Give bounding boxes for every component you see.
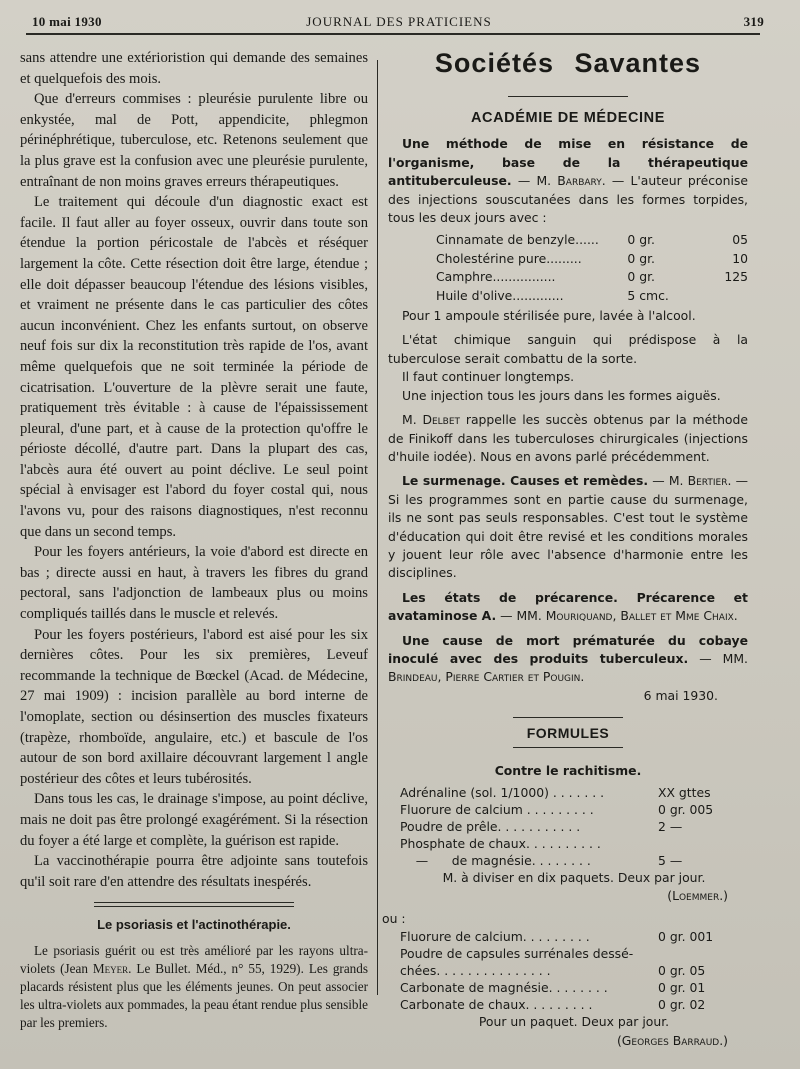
academie-heading: ACADÉMIE DE MÉDECINE <box>470 110 666 126</box>
formules-heading: FORMULES <box>526 725 610 742</box>
paragraph-drainage: Dans tous les cas, le drainage s'impose, au point déclive, mais ne doit pas être prolongé exagérément. Si la résection du foyer a été large et complète, la guérison est rapide. <box>20 791 368 849</box>
paragraph-vaccine: La vaccinothérapie pourra être adjointe sans toutefois qu'il soit rare d'en attendre des résultats inespérés. <box>20 853 368 890</box>
paragraph-intro: sans attendre une extérioristion qui demande des semaines et quelquefois des mois. <box>20 50 368 87</box>
paragraph-errors: Que d'erreurs commises : pleurésie purulente libre ou enkystée, mal de Pott, appendicite, phlegmon périnéphrétique, tuberculose, etc. Retenons seulement que la plus grave est la confusion avec une pleurésie purulente, entraînant de non moins graves erreurs thérapeutiques. <box>20 91 368 190</box>
formula-row <box>400 818 748 835</box>
communication-1-author: Barbary <box>557 173 602 189</box>
communication-1-p2: L'état chimique sanguin qui prédispose à la tuberculose serait combattu de la sorte. <box>388 332 748 366</box>
formula-dose: 0 gr. 02 <box>658 997 706 1013</box>
header-rule <box>26 33 760 35</box>
formula-dose: 2 — <box>658 819 683 834</box>
formula-1-instructions: M. à diviser en dix paquets. Deux par jour. <box>442 870 706 885</box>
psoriasis-text-b: . Le Bullet. Méd., n° 55, 1929). Les grands placards résistent plus que les éléments jeunes. On peut associer les ultra-violets aux pommades, la peau étant rendue plus sensible par les premiers. <box>20 960 368 1030</box>
formula-dose: 0 gr. 01 <box>658 980 706 996</box>
recipe-unit: 0 gr. <box>627 250 655 266</box>
recipe-unit: 0 gr. <box>627 232 655 248</box>
formula-ingredient: Fluorure de calcium. . . . . . . . . <box>400 929 590 945</box>
formula-ingredient: Poudre de prêle. . . . . . . . . . . <box>400 819 581 834</box>
formula-1 <box>400 784 748 906</box>
formula-ingredient: Carbonate de magnésie. . . . . . . . <box>400 980 608 996</box>
or-label: ou : <box>382 910 406 926</box>
session-date: 6 mai 1930. <box>643 687 718 703</box>
journal-title: JOURNAL DES PRATICIENS <box>306 14 492 29</box>
formula-dose <box>658 945 744 962</box>
formula-ingredient: Phosphate de chaux. . . . . . . . . . <box>400 836 601 851</box>
recipe-unit: 5 cmc. <box>627 287 669 303</box>
formula-row <box>400 979 748 996</box>
communication-1-text: . — L'auteur préconise des injections souscutanées dans les formes torpides, tous les deux jours avec : <box>388 173 748 226</box>
formula-row <box>400 784 748 801</box>
right-column <box>382 48 748 1050</box>
recipe-row <box>436 268 748 286</box>
recipe-ingredient: Cinnamate de benzyle...... <box>436 232 599 248</box>
recipe-unit: 0 gr. <box>627 269 655 285</box>
formula-1-signature: (Loemmer.) <box>667 888 728 904</box>
recipe-value: 10 <box>732 250 748 266</box>
formula-dose <box>658 835 744 852</box>
formula-dose: XX gttes <box>658 785 711 800</box>
societes-savantes-heading <box>388 48 748 88</box>
psoriasis-paragraph <box>20 942 368 1032</box>
formules-rule-top <box>513 717 623 718</box>
recipe-note: Pour 1 ampoule stérilisée pure, lavée à l'alcool. <box>402 308 696 324</box>
formula-ingredient: Adrénaline (sol. 1/1000) . . . . . . . <box>400 785 605 800</box>
communication-3 <box>388 589 748 626</box>
communication-2-text: — Si les programmes sont en partie cause du surmenage, ils ne sont pas seuls responsables. C'est tout le système d'éducation qui doit être revisé et les conditions morales y jouent leur rôle avec l'absence d'harmonie entre les disciplines. <box>388 473 748 581</box>
page-number: 319 <box>743 14 764 29</box>
recipe-ingredient: Camphre................ <box>436 269 556 285</box>
psoriasis-author: Meyer <box>92 960 129 976</box>
communication-1-title: Une méthode de mise en résistance de l'organisme, base de la thérapeutique antituberculeuse. <box>388 136 748 189</box>
formula-row <box>400 996 748 1013</box>
formula-row <box>400 962 748 979</box>
communication-2-author: — M. Bertier. <box>648 473 732 489</box>
left-column <box>20 48 368 1032</box>
formula-ingredient: Poudre de capsules surrénales dessé- <box>400 946 634 962</box>
communication-2-title: Le surmenage. Causes et remèdes. <box>402 473 649 489</box>
formula-dose: 0 gr. 05 <box>658 963 706 979</box>
formula-2-instructions: Pour un paquet. Deux par jour. <box>478 1014 670 1030</box>
formula-ingredient: chées. . . . . . . . . . . . . . . <box>400 963 551 979</box>
formula-dose: 5 — <box>658 853 683 868</box>
formula-row <box>400 835 748 852</box>
formula-dose: 0 gr. 005 <box>658 802 714 817</box>
injection-recipe <box>436 231 748 305</box>
formula-2-signature: (Georges Barraud.) <box>616 1032 728 1048</box>
formula-row <box>400 928 748 945</box>
recipe-row <box>436 250 748 268</box>
header-date: 10 mai 1930 <box>32 14 102 29</box>
formula-row <box>400 801 748 818</box>
rachitisme-heading: Contre le rachitisme. <box>494 762 642 778</box>
formula-ingredient: — de magnésie. . . . . . . . <box>400 853 591 868</box>
paragraph-posterior: Pour les foyers postérieurs, l'abord est aisé pour les six dernières côtes. Pour les six premières, Leveuf recommande la technique de Bœckel (Acad. de Médecine, 27 mai 1909) : incision parallèle au bord interne de l'omoplate, section ou désinsertion des muscles fixateurs (trapèze, rhomboïde, angulaire, etc.) et bascule de l'os autour de son bord axillaire découvrant largement l angle postérieur des côtes et leurs tubérosités. <box>20 626 368 787</box>
communication-2 <box>388 472 748 582</box>
communication-3-title: Les états de précarence. Précarence et avataminose A. <box>388 589 748 624</box>
formula-ingredient: Carbonate de chaux. . . . . . . . . <box>400 997 593 1013</box>
heading-word-1: Sociétés <box>434 48 554 78</box>
heading-rule <box>508 96 628 97</box>
running-header <box>26 12 772 32</box>
recipe-ingredient: Huile d'olive............. <box>436 287 564 303</box>
recipe-row <box>436 231 748 249</box>
formula-ingredient: Fluorure de calcium . . . . . . . . . <box>400 802 594 817</box>
communication-1-p3: Il faut continuer longtemps. <box>402 369 575 385</box>
delbet-text: rappelle les succès obtenus par la méthode de Finikoff dans les tuberculoses chirurgicales (injections d'huile iodée). Nous en avons parlé précédemment. <box>388 412 748 464</box>
psoriasis-text-a: Le psoriasis guérit ou est très amélioré par les rayons ultra-violets (Jean <box>20 942 368 976</box>
communication-1-p5 <box>388 411 748 466</box>
communication-1 <box>388 135 748 227</box>
column-divider <box>377 60 378 995</box>
formula-row <box>400 945 748 962</box>
paragraph-anterior: Pour les foyers antérieurs, la voie d'abord est directe en bas ; directe aussi en haut, à travers les fibres du grand pectoral, sans l'adjonction de lambeaux plus ou moins compliqués taillés dans le muscle et relevés. <box>20 544 368 623</box>
heading-word-2: Savantes <box>574 48 702 78</box>
paragraph-treatment: Le traitement qui découle d'un diagnostic exact est facile. Il faut aller au foyer osseux, ouvrir dans toute son étendue la portion péricostale de l'abcès et réséquer largement la côte. Cette résection doit être large, étendue ; elle doit dépasser beaucoup l'étendue des lésions visibles, et vraiment ne présente dans le cas particulier des côtes aucun inconvénient. Chez les enfants surtout, on observe neuf fois sur dix la reconstitution très rapide de l'os, avant même quelquefois que ne soit terminée la période de cicatrisation. L'ouverture de la plèvre serait une faute, pratiquement très évitable : à cause de l'épaississement pleural, d'une part, et à cause de la protection qu'offre le périoste décollé, d'autre part. Dans la plupart des cas, l'abcès aura été ouvert au point déclive. Le seul point spécial à envisager est l'abord du foyer costal qui, nous l'avons vu, pour des raisons diagnostiques, n'est reconnu que dans un second temps. <box>20 194 368 540</box>
communication-3-authors: — MM. Mouriquand, Ballet et Mme Chaix. <box>496 608 738 624</box>
section-separator <box>94 902 294 907</box>
recipe-value <box>700 287 748 305</box>
formules-heading-box <box>388 717 748 747</box>
formules-rule-bottom <box>513 747 623 748</box>
recipe-value: 05 <box>732 232 748 248</box>
formula-dose: 0 gr. 001 <box>658 929 714 945</box>
recipe-value: 125 <box>724 269 748 285</box>
psoriasis-heading: Le psoriasis et l'actinothérapie. <box>97 917 291 933</box>
recipe-ingredient: Cholestérine pure......... <box>436 250 582 266</box>
formula-2 <box>400 928 748 1050</box>
delbet-author: M. Delbet <box>402 412 461 428</box>
recipe-row <box>436 287 748 305</box>
formula-row <box>400 852 748 869</box>
communication-1-p4: Une injection tous les jours dans les formes aiguës. <box>402 387 721 403</box>
communication-1-dash: — M. <box>511 173 558 189</box>
communication-4 <box>388 632 748 687</box>
communication-4-authors: — MM. Brindeau, Pierre Cartier et Pougin. <box>388 650 748 685</box>
communication-4-title: Une cause de mort prématurée du cobaye inoculé avec des produits tuberculeux. <box>388 632 748 666</box>
